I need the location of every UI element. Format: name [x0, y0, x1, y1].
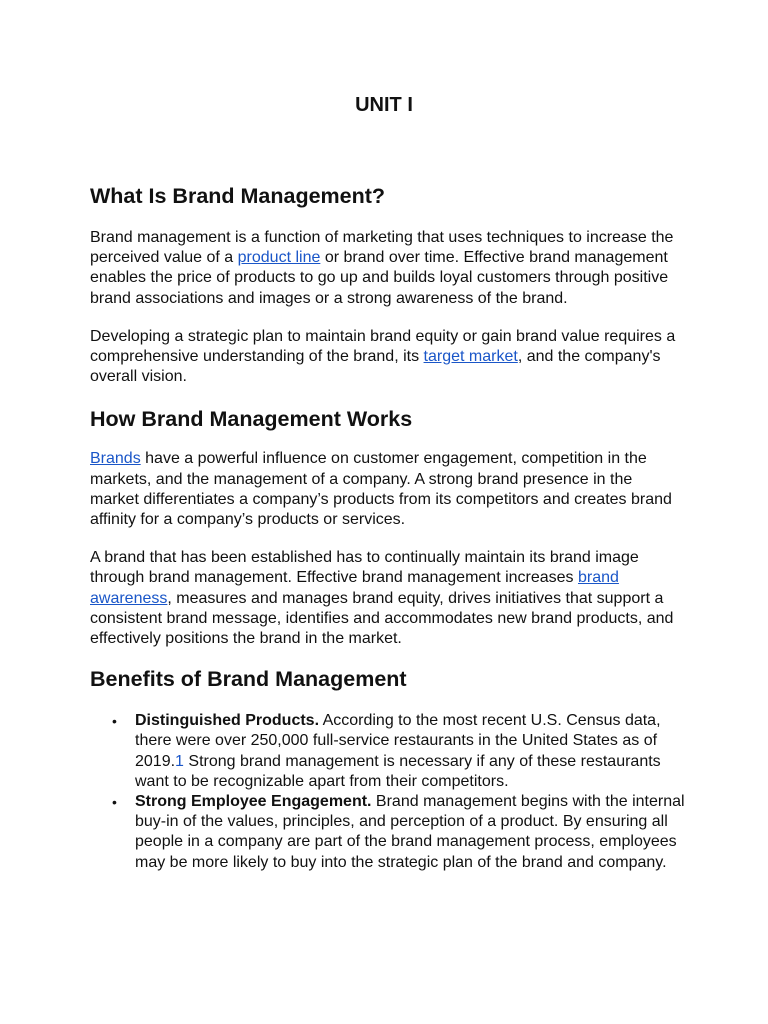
heading-how-brand-management-works: How Brand Management Works [90, 407, 413, 432]
link-target-market[interactable]: target market [423, 348, 518, 366]
paragraph-strategic-plan [90, 327, 685, 388]
benefit-term: Distinguished Products. [135, 712, 320, 730]
page-title: UNIT I [355, 94, 413, 116]
benefit-text: Strong brand management is necessary if any of these restaurants want to be recognizable apart from their competitors. [135, 752, 661, 790]
link-product-line[interactable]: product line [237, 249, 321, 267]
paragraph-text: A brand that has been established has to continually maintain its brand image through brand management. Effective brand management increases [90, 549, 639, 587]
bullet-icon: • [112, 794, 117, 811]
paragraph-brands-influence [90, 449, 685, 530]
paragraph-text: or brand over time. Effective brand management enables the price of products to go up and builds loyal customers through positive brand associations and images or a strong awareness of the brand. [90, 249, 669, 307]
paragraph-text: , and the company's overall vision. [90, 348, 661, 386]
benefits-list [90, 711, 685, 873]
link-brands[interactable]: Brands [90, 450, 141, 468]
benefit-term: Strong Employee Engagement. [135, 793, 372, 811]
benefit-text: Brand management begins with the internal buy-in of the values, principles, and perception of a product. By ensuring all people in a company are part of the brand management process, employees may be more likely to buy into the strategic plan of the brand and company. [135, 793, 685, 871]
paragraph-maintain-brand [90, 548, 685, 649]
paragraph-definition [90, 228, 685, 309]
document-body [90, 180, 685, 873]
paragraph-text: have a powerful influence on customer engagement, competition in the markets, and the management of a company. A strong brand presence in the market differentiates a company’s products from its competitors and creates brand affinity for a company’s products or services. [90, 450, 672, 529]
list-item [90, 792, 685, 873]
bullet-icon: • [112, 713, 117, 730]
paragraph-text: Developing a strategic plan to maintain brand equity or gain brand value requires a comprehensive understanding of the brand, its [90, 327, 676, 366]
benefit-text: According to the most recent U.S. Census data, there were over 250,000 full-service restaurants in the United States as of 2019. [135, 712, 661, 770]
footnote-link[interactable]: 1 [175, 752, 184, 770]
paragraph-text: , measures and manages brand equity, drives initiatives that support a consistent brand message, identifies and accommodates new brand products, and effectively positions the brand in the market. [90, 589, 674, 648]
list-item [90, 711, 685, 792]
heading-what-is-brand-management: What Is Brand Management? [90, 184, 386, 208]
heading-benefits-of-brand-management: Benefits of Brand Management [90, 667, 407, 692]
paragraph-text: Brand management is a function of marketing that uses techniques to increase the perceived value of a [90, 229, 674, 267]
link-brand-awareness[interactable]: brand awareness [90, 569, 619, 607]
